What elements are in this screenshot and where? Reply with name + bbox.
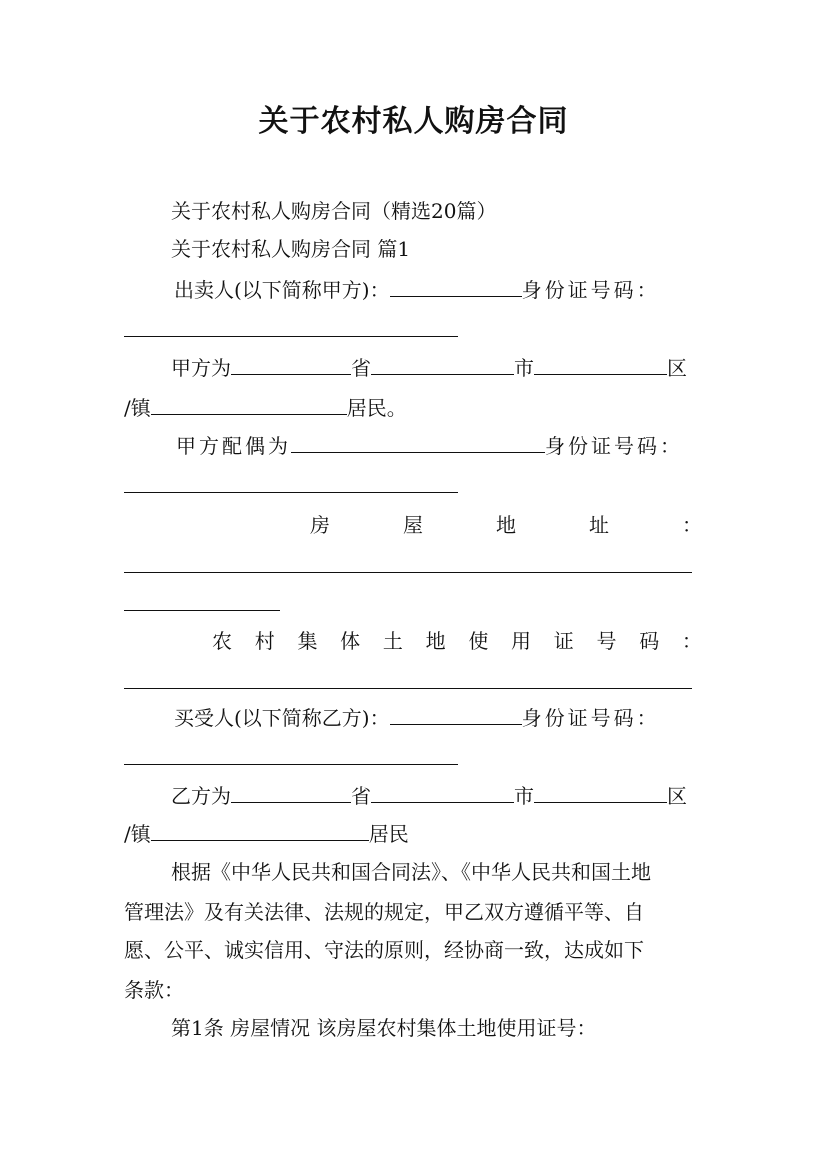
section-heading: 关于农村私人购房合同 篇1 bbox=[171, 237, 411, 261]
district-label: 区 bbox=[667, 356, 687, 380]
land-char: ： bbox=[681, 629, 702, 653]
party-a-town-line bbox=[124, 388, 702, 426]
land-char: 农 bbox=[212, 629, 232, 653]
land-char: 码 bbox=[639, 629, 660, 653]
buyer-id-label: 身份证号码： bbox=[521, 706, 660, 730]
spouse-line bbox=[176, 426, 702, 464]
land-cert-label bbox=[212, 622, 702, 660]
spouse-id-blank bbox=[124, 466, 458, 493]
addr-char: ： bbox=[682, 513, 702, 537]
land-cert-blank-line bbox=[124, 662, 702, 700]
resident-label: 居民。 bbox=[346, 396, 407, 420]
land-char: 证 bbox=[553, 629, 574, 653]
seller-id-line bbox=[124, 310, 702, 348]
buyer-name-blank bbox=[390, 698, 522, 725]
land-char: 集 bbox=[297, 629, 318, 653]
province-label: 省 bbox=[351, 784, 371, 808]
addr-char: 址 bbox=[589, 513, 609, 537]
party-b-residence-line bbox=[171, 776, 702, 814]
land-char: 村 bbox=[254, 629, 275, 653]
seller-label: 出卖人(以下简称甲方)： bbox=[174, 278, 390, 302]
party-a-district-blank bbox=[534, 348, 667, 375]
addr-char: 房 bbox=[310, 513, 330, 537]
party-a-province-blank bbox=[231, 348, 351, 375]
buyer-line bbox=[174, 698, 702, 736]
addr-char: 屋 bbox=[403, 513, 423, 537]
seller-name-blank bbox=[390, 270, 522, 297]
spouse-label: 甲方配偶为 bbox=[176, 434, 291, 458]
land-char: 体 bbox=[340, 629, 361, 653]
house-address-blank-2 bbox=[124, 584, 280, 611]
house-address-label bbox=[310, 506, 702, 544]
party-a-residence-line bbox=[171, 348, 702, 386]
town-label: /镇 bbox=[124, 822, 151, 846]
land-char: 使 bbox=[468, 629, 489, 653]
paragraph-line-1: 根据《中华人民共和国合同法》、《中华人民共和国土地 bbox=[171, 860, 651, 884]
province-label: 省 bbox=[351, 356, 371, 380]
spouse-name-blank bbox=[291, 426, 545, 453]
paragraph-line-3: 愿、公平、诚实信用、守法的原则，经协商一致，达成如下 bbox=[124, 938, 644, 962]
land-char: 用 bbox=[511, 629, 532, 653]
district-label: 区 bbox=[667, 784, 687, 808]
paragraph-line-2: 管理法》及有关法律、法规的规定，甲乙双方遵循平等、自 bbox=[124, 900, 644, 924]
subtitle: 关于农村私人购房合同（精选20篇） bbox=[171, 199, 497, 223]
party-b-town-line bbox=[124, 814, 702, 852]
land-cert-blank bbox=[124, 662, 692, 689]
seller-line bbox=[174, 270, 702, 308]
party-b-province-blank bbox=[231, 776, 351, 803]
party-b-city-blank bbox=[371, 776, 514, 803]
party-b-town-blank bbox=[151, 814, 369, 841]
buyer-id-line bbox=[124, 738, 702, 776]
party-a-label: 甲方为 bbox=[171, 356, 231, 380]
land-cert-label-line bbox=[212, 622, 702, 660]
seller-id-blank bbox=[124, 310, 458, 337]
article-1-heading: 第1条 房屋情况 该房屋农村集体土地使用证号： bbox=[171, 1016, 597, 1040]
party-a-town-blank bbox=[151, 388, 347, 415]
town-label: /镇 bbox=[124, 396, 151, 420]
party-b-label: 乙方为 bbox=[171, 784, 231, 808]
buyer-label: 买受人(以下简称乙方)： bbox=[174, 706, 390, 730]
buyer-id-blank bbox=[124, 738, 458, 765]
document-title: 关于农村私人购房合同 bbox=[258, 104, 569, 139]
house-address-label-line bbox=[310, 506, 702, 544]
spouse-id-label: 身份证号码： bbox=[545, 434, 683, 458]
house-address-blank-line-2 bbox=[124, 584, 702, 622]
addr-char: 地 bbox=[496, 513, 516, 537]
party-a-city-blank bbox=[371, 348, 514, 375]
city-label: 市 bbox=[514, 784, 534, 808]
seller-id-label: 身份证号码： bbox=[521, 278, 660, 302]
land-char: 土 bbox=[382, 629, 403, 653]
resident-label: 居民 bbox=[368, 822, 409, 846]
spouse-id-line bbox=[124, 466, 702, 504]
house-address-blank bbox=[124, 546, 692, 573]
party-b-district-blank bbox=[534, 776, 667, 803]
land-char: 地 bbox=[425, 629, 446, 653]
paragraph-line-4: 条款： bbox=[124, 978, 184, 1002]
city-label: 市 bbox=[514, 356, 534, 380]
land-char: 号 bbox=[596, 629, 617, 653]
house-address-blank-line bbox=[124, 546, 702, 584]
